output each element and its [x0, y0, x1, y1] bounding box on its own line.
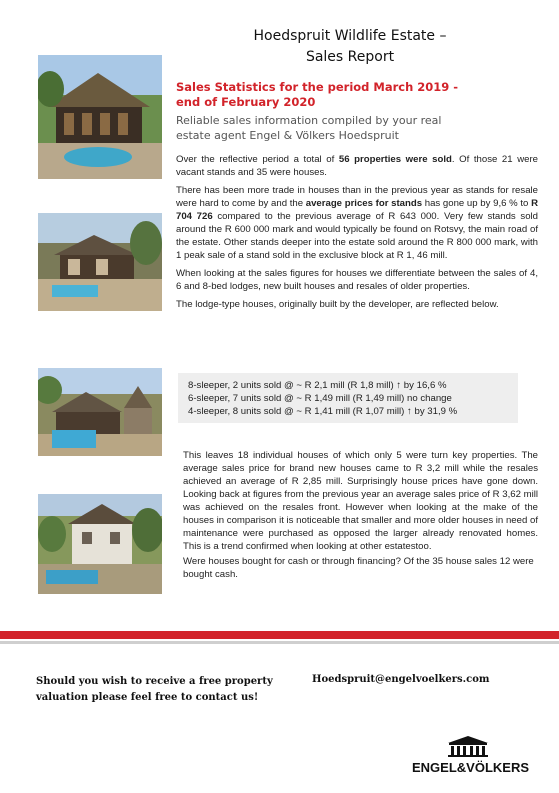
- page-title: Hoedspruit Wildlife Estate –: [253, 28, 447, 44]
- paragraph-cash-financing: Were houses bought for cash or through financing? Of the 35 house sales 12 were bought cash.: [183, 556, 534, 580]
- property-photo-3: [38, 368, 162, 456]
- stat-6-sleeper: 6-sleeper, 7 units sold @ ~ R 1,49 mill (R 1,49 mill) no change: [188, 393, 452, 404]
- report-period-line2: end of February 2020: [176, 95, 316, 109]
- page-title-line2: Sales Report: [305, 49, 395, 65]
- p1-text-a: Over the reflective period a total of: [176, 154, 339, 165]
- contact-email[interactable]: Hoedspruit@engelvoelkers.com: [312, 674, 490, 685]
- stat-8-sleeper: 8-sleeper, 2 units sold @ ~ R 2,1 mill (R 1,8 mill) ↑ by 16,6 %: [188, 380, 447, 391]
- stat-4-sleeper: 4-sleeper, 8 units sold @ ~ R 1,41 mill (R 1,07 mill) ↑ by 31,9 %: [188, 406, 458, 417]
- p2-text-c: has gone up by 9,6 % to: [422, 198, 532, 209]
- p1-highlight: 56 properties were sold: [338, 154, 452, 165]
- p2-highlight-2: R 704 726: [176, 198, 538, 222]
- valuation-cta-line1: Should you wish to receive a free property: [36, 676, 273, 687]
- paragraph-stand-prices: [176, 184, 538, 262]
- paragraph-house-categories: When looking at the sales figures for houses we differentiate between the sales of 4, 6 and 8-bed lodges, new built houses and resales of older properties.: [176, 268, 538, 292]
- paragraph-lodge-intro: The lodge-type houses, originally built by the developer, are reflected below.: [176, 299, 499, 310]
- building-icon: [412, 734, 524, 760]
- property-photo-1: [38, 55, 162, 179]
- property-photo-2: [38, 213, 162, 311]
- valuation-cta-line2: valuation please feel free to contact us!: [36, 692, 259, 703]
- logo-wordmark: ENGEL&VÖLKERS: [412, 760, 530, 775]
- intro-line2: estate agent Engel & Völkers Hoedspruit: [176, 129, 399, 142]
- engel-voelkers-logo: [412, 734, 530, 782]
- paragraph-individual-houses: This leaves 18 individual houses of which only 5 were turn key properties. The average sales price for brand new houses came to R 3,2 mill while the resales achieved an average of R 2,85 mill. Surprisingly house prices have gone down. Looking back at figures from the previous year an average sales price of R 3,62 mill was achieved on the resales front. However when looking at the make of the houses in comparison it is noticeable that smaller and more older houses in need of maintenance were purchased as opposed the larger already renovated homes. This is a trend confirmed when looking at other estatestoo.: [183, 450, 538, 552]
- p1-text-c: . Of those 21 were vacant stands and 35 were houses.: [176, 154, 538, 178]
- p2-text-a: There has been more trade in houses than in the previous year as stands for resale were hard to come by and the: [176, 185, 538, 209]
- paragraph-total-sales: [176, 153, 538, 179]
- intro-text: [176, 113, 536, 143]
- report-period-line1: Sales Statistics for the period March 2019 -: [176, 80, 459, 94]
- lodge-stats-box: [178, 373, 518, 423]
- report-period-heading: [176, 80, 536, 110]
- report-body-2: [183, 449, 538, 583]
- report-body: [176, 153, 538, 316]
- valuation-cta: [36, 674, 276, 706]
- property-photo-4: [38, 494, 162, 594]
- footer-divider-red: [0, 631, 559, 639]
- footer-divider-gray: [0, 641, 559, 644]
- intro-line1: Reliable sales information compiled by your real: [176, 114, 442, 127]
- p2-text-e: compared to the previous average of R 643 000. Very few stands sold around the R 600 000 mark and would typically be found on Rotsvy, the main road of the estate. Other stands deeper into the estate sold around the R 800 000 mark, with 1 peak sale of a stand sold in the exclusive block at R 1, 46 mill.: [176, 211, 539, 261]
- p2-highlight-1: average prices for stands: [305, 198, 423, 209]
